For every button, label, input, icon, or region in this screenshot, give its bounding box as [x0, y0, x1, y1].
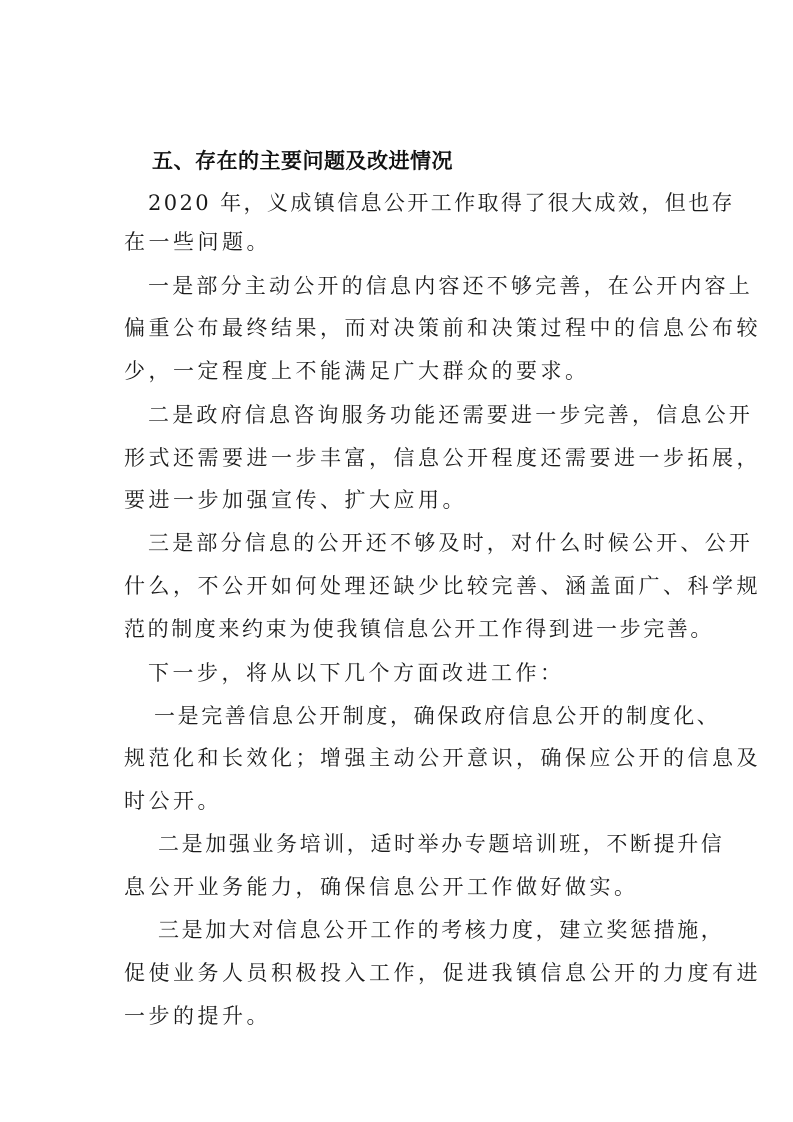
paragraph-line: 什么，不公开如何处理还缺少比较完善、涵盖面广、科学规	[124, 574, 761, 598]
paragraph-line: 少，一定程度上不能满足广大群众的要求。	[124, 359, 590, 383]
paragraph-line: 偏重公布最终结果，而对决策前和决策过程中的信息公布较	[124, 316, 761, 340]
paragraph-line: 下一步，将从以下几个方面改进工作：	[148, 661, 565, 685]
paragraph-line: 一是部分主动公开的信息内容还不够完善，在公开内容上	[148, 274, 753, 298]
section-heading: 五、存在的主要问题及改进情况	[152, 149, 453, 173]
paragraph-line: 规范化和长效化；增强主动公开意识，确保应公开的信息及	[124, 746, 761, 770]
paragraph-line: 要进一步加强宣传、扩大应用。	[124, 488, 467, 512]
paragraph-line: 三是部分信息的公开还不够及时，对什么时候公开、公开	[148, 531, 753, 555]
paragraph-line: 二是加强业务培训，适时举办专题培训班，不断提升信	[158, 832, 725, 856]
paragraph-line: 范的制度来约束为使我镇信息公开工作得到进一步完善。	[124, 617, 714, 641]
paragraph-line: 息公开业务能力，确保信息公开工作做好做实。	[124, 875, 639, 899]
paragraph-line: 2020 年，义成镇信息公开工作取得了很大成效，但也存	[148, 191, 735, 215]
paragraph-line: 二是政府信息咨询服务功能还需要进一步完善，信息公开	[148, 403, 753, 427]
paragraph-line: 在一些问题。	[124, 230, 271, 254]
paragraph-line: 三是加大对信息公开工作的考核力度，建立奖惩措施，	[158, 918, 725, 942]
paragraph-line: 形式还需要进一步丰富，信息公开程度还需要进一步拓展，	[124, 446, 761, 470]
paragraph-line: 促使业务人员积极投入工作，促进我镇信息公开的力度有进	[124, 961, 761, 985]
paragraph-line: 一是完善信息公开制度，确保政府信息公开的制度化、	[154, 704, 721, 728]
paragraph-line: 时公开。	[124, 789, 222, 813]
paragraph-line: 一步的提升。	[124, 1004, 271, 1028]
